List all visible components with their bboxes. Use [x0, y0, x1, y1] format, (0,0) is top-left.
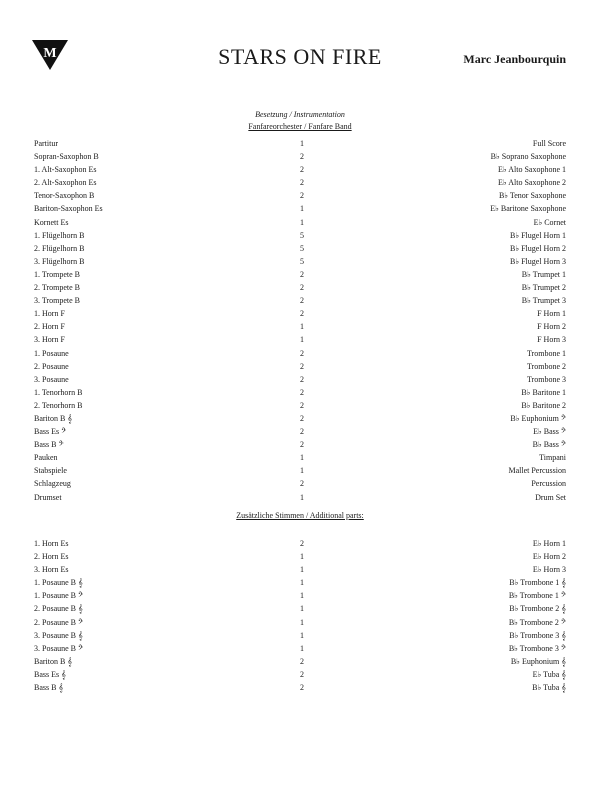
part-quantity: 1: [300, 552, 304, 562]
part-name-english: B♭ Soprano Saxophone: [490, 152, 566, 162]
part-row: [34, 137, 566, 150]
part-name-german: 3. Posaune: [34, 374, 69, 384]
part-name-english: E♭ Horn 2: [532, 552, 566, 562]
part-name-english: B♭ Trombone 2 𝄢: [508, 617, 566, 627]
part-quantity: 1: [300, 466, 304, 476]
part-name-german: Bariton B 𝄞: [34, 656, 73, 666]
part-row: [34, 360, 566, 373]
part-name-english: E♭ Horn 1: [532, 539, 566, 548]
part-name-english: B♭ Flugel Horn 3: [510, 256, 566, 266]
part-name-english: E♭ Alto Saxophone 1: [498, 165, 566, 175]
part-name-german: 2. Posaune B 𝄢: [34, 617, 84, 627]
part-quantity: 2: [300, 387, 304, 397]
part-row: [34, 464, 566, 477]
part-quantity: 2: [300, 413, 304, 423]
part-name-english: E♭ Baritone Saxophone: [490, 204, 566, 214]
part-name-german: 2. Horn F: [34, 322, 65, 332]
part-name-german: 1. Horn F: [34, 309, 65, 319]
part-quantity: 1: [300, 604, 304, 614]
instrumentation-heading: Besetzung / Instrumentation: [255, 110, 345, 119]
part-name-german: Drumset: [34, 492, 62, 502]
part-name-english: B♭ Trombone 3 𝄞: [509, 630, 566, 640]
band-type-heading: Fanfareorchester / Fanfare Band: [248, 122, 352, 131]
part-name-german: 1. Horn Es: [34, 539, 69, 548]
part-name-german: 1. Posaune B 𝄢: [34, 591, 84, 601]
part-name-english: B♭ Euphonium 𝄢: [510, 413, 566, 423]
part-name-german: 3. Horn F: [34, 335, 65, 345]
part-row: [34, 281, 566, 294]
part-row: [34, 681, 566, 694]
part-quantity: 2: [300, 191, 304, 201]
composer-name: Marc Jeanbourquin: [463, 52, 566, 66]
part-name-german: 2. Trompete B: [34, 283, 81, 293]
part-row: [34, 477, 566, 490]
additional-parts-heading: Zusätzliche Stimmen / Additional parts:: [236, 511, 364, 520]
part-name-german: 2. Flügelhorn B: [34, 243, 85, 253]
part-name-german: Kornett Es: [34, 217, 69, 227]
part-quantity: 2: [300, 361, 304, 371]
part-row: [34, 451, 566, 464]
part-row: [34, 386, 566, 399]
svg-text:M: M: [43, 46, 57, 61]
part-quantity: 2: [300, 283, 304, 293]
part-name-german: 3. Posaune B 𝄢: [34, 643, 84, 653]
part-name-german: 1. Flügelhorn B: [34, 230, 85, 240]
part-row: [34, 294, 566, 307]
part-name-german: Tenor-Saxophon B: [34, 191, 95, 201]
part-quantity: 2: [300, 669, 304, 679]
part-row: [34, 629, 566, 642]
part-row: [34, 563, 566, 576]
part-name-german: 3. Flügelhorn B: [34, 256, 85, 266]
part-name-german: 1. Posaune: [34, 348, 69, 358]
part-row: [34, 163, 566, 176]
part-name-english: Trombone 1: [526, 348, 566, 358]
part-row: [34, 176, 566, 189]
part-row: [34, 616, 566, 629]
part-name-english: B♭ Trumpet 3: [521, 296, 566, 306]
part-name-english: B♭ Trombone 1 𝄞: [509, 578, 566, 588]
part-quantity: 2: [300, 539, 304, 548]
part-name-english: E♭ Bass 𝄢: [533, 427, 566, 437]
main-parts-list: [34, 137, 566, 504]
part-name-german: 1. Alt-Saxophon Es: [34, 165, 97, 175]
part-name-german: Bariton B 𝄞: [34, 413, 73, 423]
part-name-english: B♭ Trombone 2 𝄞: [509, 604, 566, 614]
part-quantity: 1: [300, 617, 304, 627]
part-row: [34, 399, 566, 412]
part-name-english: E♭ Alto Saxophone 2: [498, 178, 566, 188]
part-name-english: Mallet Percussion: [508, 466, 566, 476]
part-name-german: 2. Tenorhorn B: [34, 400, 83, 410]
part-quantity: 2: [300, 427, 304, 437]
part-name-english: Trombone 3: [526, 374, 566, 384]
part-name-german: Bass B 𝄞: [34, 683, 64, 693]
part-quantity: 5: [300, 230, 304, 240]
part-name-english: Percussion: [531, 479, 566, 489]
part-quantity: 5: [300, 243, 304, 253]
part-row: [34, 242, 566, 255]
part-name-english: B♭ Flugel Horn 2: [510, 243, 566, 253]
part-quantity: 2: [300, 479, 304, 489]
part-name-english: B♭ Tenor Saxophone: [498, 191, 566, 201]
part-quantity: 1: [300, 204, 304, 214]
part-quantity: 1: [300, 322, 304, 332]
part-row: [34, 255, 566, 268]
part-row: [34, 602, 566, 615]
part-name-german: Bass Es 𝄞: [34, 669, 66, 679]
part-name-english: Full Score: [532, 139, 566, 148]
part-name-german: Bariton-Saxophon Es: [34, 204, 103, 214]
part-name-german: 2. Posaune B 𝄞: [34, 604, 83, 614]
part-name-english: Trombone 2: [526, 361, 566, 371]
part-quantity: 1: [300, 565, 304, 575]
part-quantity: 1: [300, 335, 304, 345]
additional-parts-list: [34, 537, 566, 694]
piece-title: STARS ON FIRE: [218, 44, 382, 69]
part-quantity: 2: [300, 400, 304, 410]
part-row: [34, 202, 566, 215]
part-name-german: 3. Posaune B 𝄞: [34, 630, 83, 640]
part-name-english: B♭ Trumpet 2: [521, 283, 566, 293]
part-name-english: B♭ Baritone 2: [521, 400, 566, 410]
part-name-english: B♭ Tuba 𝄞: [532, 683, 566, 693]
part-quantity: 2: [300, 348, 304, 358]
part-name-english: B♭ Trombone 3 𝄢: [508, 643, 566, 653]
part-row: [34, 537, 566, 550]
part-row: [34, 320, 566, 333]
part-quantity: 1: [300, 643, 304, 653]
part-row: [34, 655, 566, 668]
part-row: [34, 589, 566, 602]
part-row: [34, 491, 566, 504]
part-quantity: 2: [300, 178, 304, 188]
part-name-german: 3. Trompete B: [34, 296, 81, 306]
part-quantity: 2: [300, 374, 304, 384]
part-quantity: 2: [300, 309, 304, 319]
part-quantity: 2: [300, 296, 304, 306]
part-name-german: Sopran-Saxophon B: [34, 152, 99, 162]
part-row: [34, 347, 566, 360]
part-name-english: B♭ Flugel Horn 1: [510, 230, 566, 240]
part-row: [34, 373, 566, 386]
part-name-english: B♭ Baritone 1: [521, 387, 566, 397]
part-quantity: 1: [300, 578, 304, 588]
part-name-english: B♭ Euphonium 𝄞: [510, 656, 566, 666]
part-row: [34, 642, 566, 655]
part-name-german: Stabspiele: [34, 466, 67, 476]
part-name-german: Bass Es 𝄢: [34, 427, 67, 437]
part-quantity: 2: [300, 656, 304, 666]
part-row: [34, 425, 566, 438]
part-row: [34, 576, 566, 589]
part-name-german: 1. Posaune B 𝄞: [34, 578, 83, 588]
part-row: [34, 268, 566, 281]
part-row: [34, 438, 566, 451]
part-name-german: Bass B 𝄢: [34, 440, 64, 450]
part-name-english: E♭ Tuba 𝄞: [532, 669, 566, 679]
part-name-german: 1. Tenorhorn B: [34, 387, 83, 397]
part-row: [34, 550, 566, 563]
part-quantity: 1: [300, 217, 304, 227]
part-quantity: 1: [300, 139, 304, 148]
part-quantity: 2: [300, 269, 304, 279]
part-name-english: E♭ Horn 3: [532, 565, 566, 575]
part-name-english: B♭ Bass 𝄢: [532, 440, 566, 450]
part-row: [34, 333, 566, 346]
part-quantity: 2: [300, 152, 304, 162]
part-row: [34, 150, 566, 163]
part-name-german: Schlagzeug: [34, 479, 71, 489]
part-name-german: 2. Alt-Saxophon Es: [34, 178, 97, 188]
part-name-german: 2. Horn Es: [34, 552, 69, 562]
part-name-english: E♭ Cornet: [533, 217, 566, 227]
part-name-english: Timpani: [539, 453, 566, 463]
part-quantity: 1: [300, 453, 304, 463]
part-row: [34, 412, 566, 425]
part-name-german: Partitur: [34, 139, 58, 148]
part-row: [34, 189, 566, 202]
part-quantity: 1: [300, 630, 304, 640]
part-quantity: 1: [300, 591, 304, 601]
part-row: [34, 668, 566, 681]
part-quantity: 2: [300, 440, 304, 450]
part-name-german: Pauken: [34, 453, 58, 463]
part-quantity: 5: [300, 256, 304, 266]
part-quantity: 1: [300, 492, 304, 502]
part-name-english: B♭ Trumpet 1: [521, 269, 566, 279]
part-quantity: 2: [300, 165, 304, 175]
part-row: [34, 307, 566, 320]
part-name-english: Drum Set: [535, 492, 566, 502]
part-name-german: 2. Posaune: [34, 361, 69, 371]
part-name-english: F Horn 3: [537, 335, 566, 345]
part-name-german: 1. Trompete B: [34, 269, 81, 279]
part-row: [34, 229, 566, 242]
part-name-english: F Horn 1: [537, 309, 566, 319]
part-name-english: F Horn 2: [537, 322, 566, 332]
part-row: [34, 216, 566, 229]
part-name-german: 3. Horn Es: [34, 565, 69, 575]
part-quantity: 2: [300, 683, 304, 693]
part-name-english: B♭ Trombone 1 𝄢: [508, 591, 566, 601]
